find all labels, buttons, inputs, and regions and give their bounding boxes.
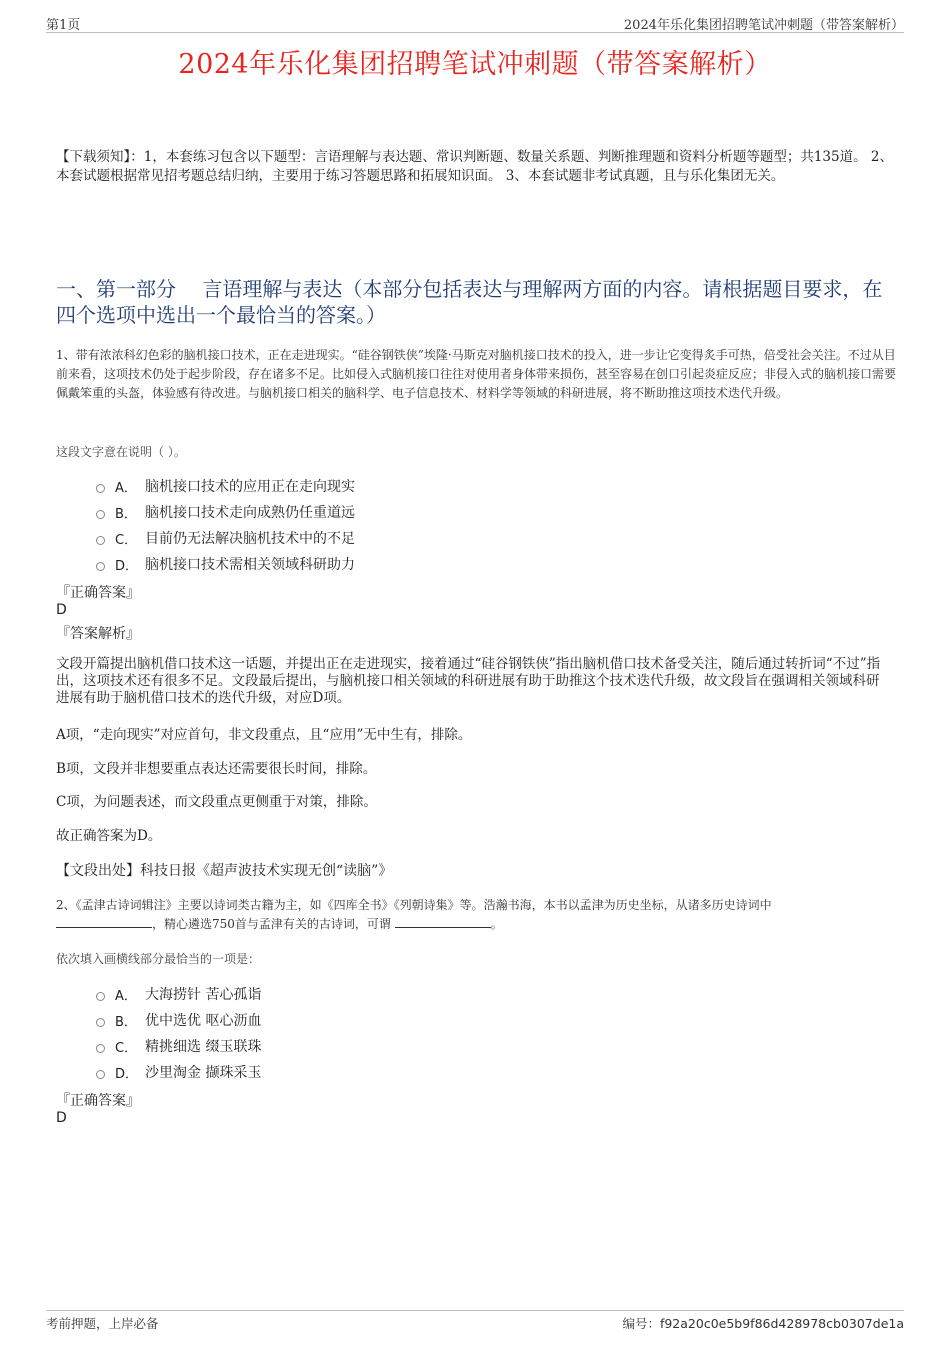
question-1-answer: D: [56, 602, 67, 618]
footer-slogan: 考前押题，上岸必备: [46, 1316, 159, 1331]
radio-icon[interactable]: [96, 536, 105, 545]
question-2-prompt: 依次填入画横线部分最恰当的一项是：: [56, 952, 261, 966]
question-2-option-a[interactable]: A． 大海捞针 苦心孤诣: [96, 981, 261, 1007]
page-number: 第1页: [46, 18, 81, 33]
question-1-answer-label: 『正确答案』: [56, 585, 140, 601]
radio-icon[interactable]: [96, 1018, 105, 1027]
question-2-option-c[interactable]: C． 精挑细选 缀玉联珠: [96, 1033, 261, 1059]
question-1-analysis-b: B项，文段并非想要重点表达还需要很长时间，排除。: [56, 761, 377, 777]
footer-code: 编号：f92a20c0e5b9f86d428978cb0307de1a: [622, 1316, 904, 1331]
fill-blank-2: [395, 915, 491, 928]
question-2-text: 2、《孟津古诗词辑注》主要以诗词类古籍为主，如《四库全书》《列朝诗集》等。浩瀚书海，本书以孟津为历史坐标，从诸多历史诗词中 ，精心遴选750首与孟津有关的古诗词，可谓 。: [56, 898, 772, 931]
question-1-source: 【文段出处】科技日报《超声波技术实现无创“读脑”》: [56, 863, 393, 879]
question-1-option-b[interactable]: B． 脑机接口技术走向成熟仍任重道远: [96, 499, 355, 525]
radio-icon[interactable]: [96, 484, 105, 493]
question-1-analysis-label: 『答案解析』: [56, 626, 140, 642]
question-1-prompt: 这段文字意在说明（ ）。: [56, 445, 186, 459]
question-2-option-b[interactable]: B． 优中选优 呕心沥血: [96, 1007, 261, 1033]
question-1-option-a[interactable]: A． 脑机接口技术的应用正在走向现实: [96, 473, 355, 499]
page-header: [46, 14, 904, 33]
question-1-options: [96, 473, 355, 577]
question-1-analysis-c: C项，为问题表述，而文段重点更侧重于对策，排除。: [56, 794, 377, 810]
page-footer: [46, 1310, 904, 1331]
question-1-option-c[interactable]: C． 目前仍无法解决脑机技术中的不足: [96, 525, 355, 551]
radio-icon[interactable]: [96, 562, 105, 571]
question-2-answer: D: [56, 1110, 67, 1126]
question-1-conclusion: 故正确答案为D。: [56, 828, 162, 844]
question-1-analysis-main: 文段开篇提出脑机借口技术这一话题，并提出正在走进现实，接着通过“硅谷钢铁侠”指出脑机借口技术备受关注，随后通过转折词“不过”指出，这项技术还有很多不足。文段最后提出，与脑机接口相关领域的科研进展有助于助推这个技术迭代升级，故文段旨在强调相关领域科研进展有助于脑机借口技术的迭代升级，对应D项。: [56, 656, 881, 706]
download-notice: 【下载须知】：1，本套练习包含以下题型：言语理解与表达题、常识判断题、数量关系题、判断推理题和资料分析题等题型；共135道。 2、本套试题根据常见招考题总结归纳，主要用于练习答题思路和拓展知识面。 3、本套试题非考试真题，且与乐化集团无关。: [56, 149, 893, 184]
section-heading: 一、第一部分 言语理解与表达（本部分包括表达与理解两方面的内容。请根据题目要求，在四个选项中选出一个最恰当的答案。）: [56, 277, 883, 327]
fill-blank-1: [56, 915, 152, 928]
radio-icon[interactable]: [96, 1070, 105, 1079]
radio-icon[interactable]: [96, 510, 105, 519]
question-1-analysis-a: A项，“走向现实”对应首句，非文段重点，且“应用”无中生有，排除。: [56, 727, 472, 743]
question-2-option-d[interactable]: D． 沙里淘金 撷珠采玉: [96, 1059, 261, 1085]
question-1-option-d[interactable]: D． 脑机接口技术需相关领域科研助力: [96, 551, 355, 577]
document-title: 2024年乐化集团招聘笔试冲刺题（带答案解析）: [178, 49, 772, 80]
radio-icon[interactable]: [96, 1044, 105, 1053]
header-doc-title: 2024年乐化集团招聘笔试冲刺题（带答案解析）: [623, 18, 904, 33]
question-2-options: [96, 981, 261, 1085]
question-2-answer-label: 『正确答案』: [56, 1093, 140, 1109]
radio-icon[interactable]: [96, 992, 105, 1001]
question-1-text: 1、带有浓浓科幻色彩的脑机接口技术，正在走进现实。“硅谷钢铁侠”埃隆·马斯克对脑机接口技术的投入，进一步让它变得炙手可热，倍受社会关注。不过从目前来看，这项技术仍处于起步阶段，存在诸多不足。比如侵入式脑机接口往往对使用者身体带来损伤，甚至容易在创口引起炎症反应；非侵入式的脑机接口需要佩戴笨重的头盔，体验感有待改进。与脑机接口相关的脑科学、电子信息技术、材料学等领域的科研进展，将不断助推这项技术迭代升级。: [56, 348, 897, 400]
